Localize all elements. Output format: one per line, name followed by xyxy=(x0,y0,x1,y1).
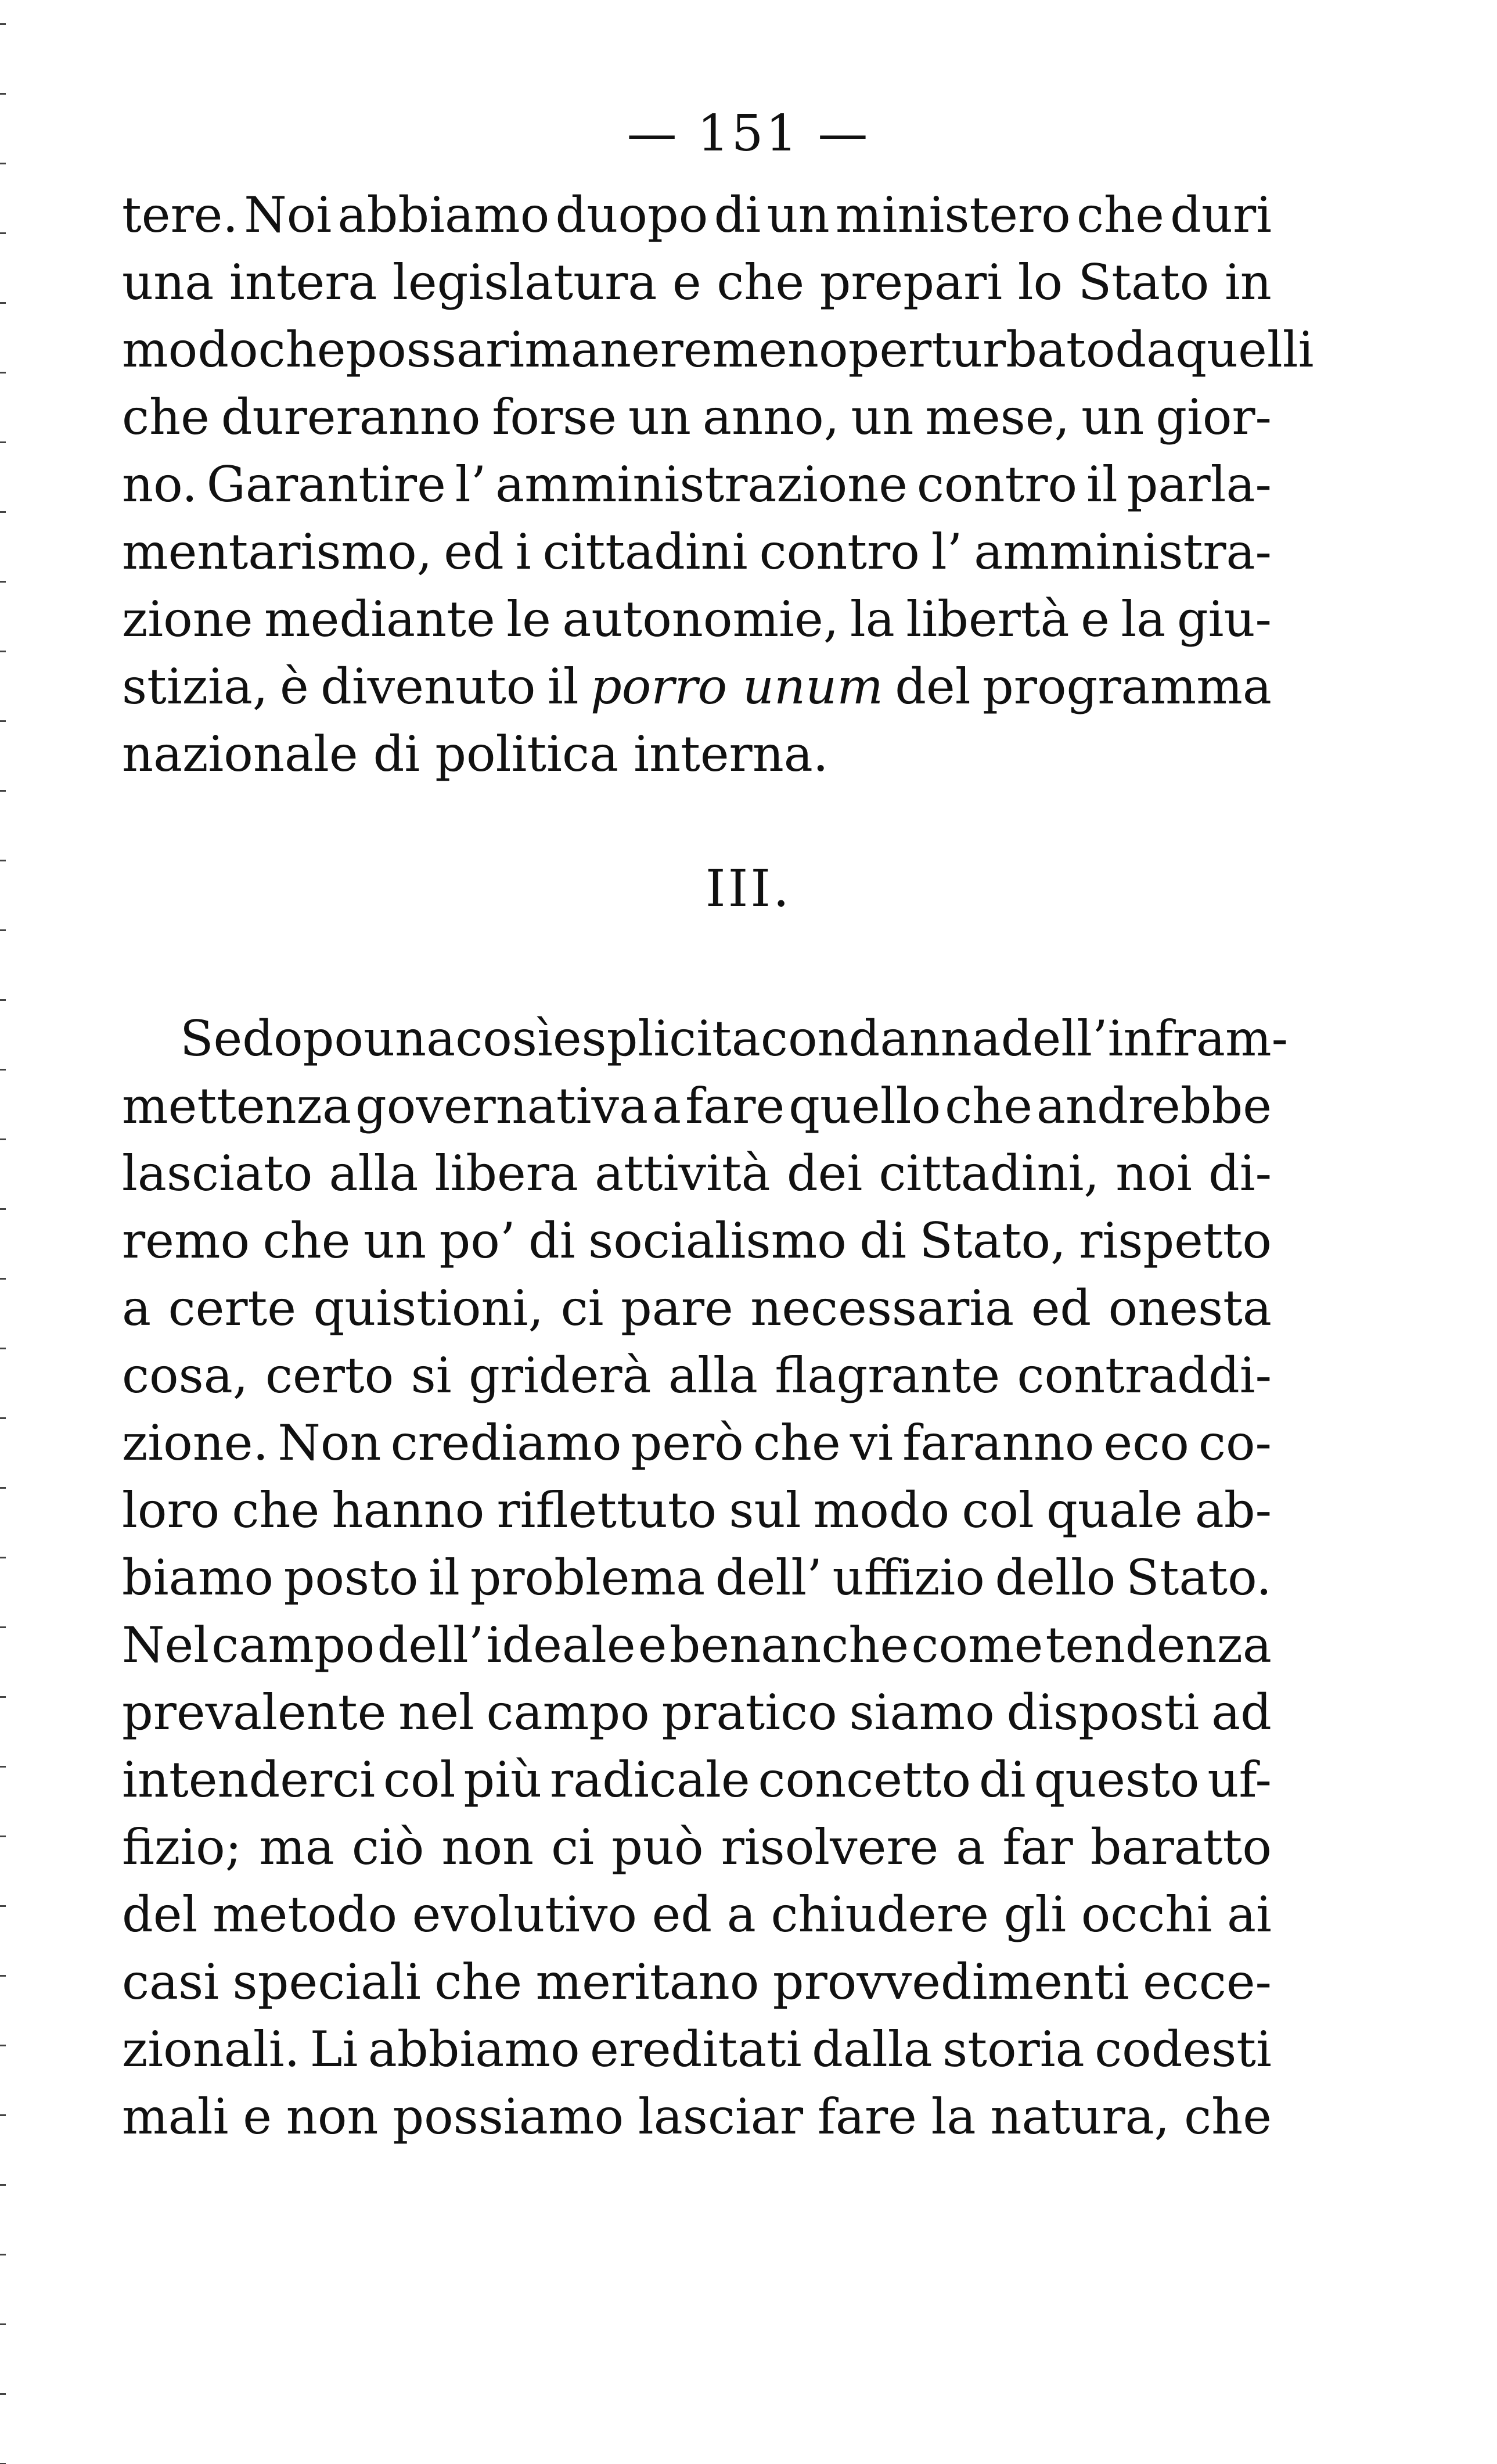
word: gli xyxy=(1003,1886,1067,1943)
word: politica xyxy=(435,725,619,782)
word: pare xyxy=(621,1280,733,1337)
page-number: — 151 — xyxy=(627,105,870,163)
word: autonomie, xyxy=(562,591,839,648)
text-line xyxy=(122,1005,1289,1072)
word: in xyxy=(1224,254,1272,311)
word: modo xyxy=(122,321,258,378)
word: l’ xyxy=(931,523,963,580)
word: come xyxy=(911,1617,1043,1673)
word: meno xyxy=(712,321,848,378)
word: anno, xyxy=(702,389,840,446)
word: modo xyxy=(813,1482,950,1539)
word: libertà xyxy=(906,591,1070,648)
word: sul xyxy=(729,1482,801,1539)
word: una xyxy=(363,1010,456,1067)
word: di- xyxy=(1208,1145,1272,1202)
word: ideale xyxy=(486,1617,636,1673)
word: ed xyxy=(1031,1280,1092,1337)
word: concetto xyxy=(758,1751,971,1808)
word: gior- xyxy=(1156,389,1272,446)
word: abbiamo xyxy=(368,2021,580,2078)
word: posto xyxy=(283,1549,419,1606)
word: divenuto xyxy=(321,658,536,715)
word: ereditati xyxy=(589,2021,802,2078)
word: che xyxy=(717,254,805,311)
word: problema xyxy=(470,1549,706,1606)
word: certo xyxy=(265,1347,394,1404)
word: il xyxy=(429,1549,460,1606)
word: il xyxy=(547,658,579,715)
word: Garantire xyxy=(206,456,446,513)
word: esplicita xyxy=(552,1010,761,1067)
word: griderà xyxy=(469,1347,652,1404)
word: prepari xyxy=(819,254,1003,311)
word: e xyxy=(672,254,701,311)
word: necessaria xyxy=(750,1280,1014,1337)
word: fare xyxy=(817,2088,917,2145)
word: più xyxy=(463,1751,542,1808)
word: Stato, xyxy=(919,1212,1066,1269)
word: abbiamo xyxy=(337,186,550,243)
text-line xyxy=(122,383,1272,451)
word: ed xyxy=(444,523,504,580)
word: Noi xyxy=(244,186,332,243)
word: co- xyxy=(1198,1414,1272,1471)
word: metodo xyxy=(212,1886,398,1943)
word: speciali xyxy=(232,1953,421,2010)
paragraph-1 xyxy=(122,181,1314,788)
word: Li xyxy=(310,2021,358,2078)
word: ab- xyxy=(1194,1482,1272,1539)
word: mentarismo, xyxy=(122,523,433,580)
word: duri xyxy=(1170,186,1272,243)
word: lasciar xyxy=(638,2088,804,2145)
word: contro xyxy=(916,456,1078,513)
word: però xyxy=(631,1414,744,1471)
section-heading: III. xyxy=(705,859,792,918)
word: e xyxy=(638,1617,667,1673)
text-line xyxy=(122,1544,1272,1611)
word: questo xyxy=(1034,1751,1200,1808)
word: uffizio xyxy=(832,1549,985,1606)
word: Nel xyxy=(122,1617,210,1673)
word: di xyxy=(978,1751,1026,1808)
word: col xyxy=(962,1482,1034,1539)
word: che xyxy=(434,1953,523,2010)
word: ad xyxy=(1211,1684,1272,1741)
word: pratico xyxy=(661,1684,837,1741)
word: disposti xyxy=(1006,1684,1200,1741)
word: di xyxy=(373,725,420,782)
word: campo xyxy=(486,1684,650,1741)
word: provvedimenti xyxy=(772,1953,1129,2010)
word: codesti xyxy=(1095,2021,1272,2078)
word: che xyxy=(753,1414,841,1471)
word: alla xyxy=(329,1145,419,1202)
word: evolutivo xyxy=(412,1886,638,1943)
word: che xyxy=(1184,2088,1272,2145)
word: risolvere xyxy=(721,1819,939,1876)
word: dello xyxy=(995,1549,1116,1606)
text-line xyxy=(122,1072,1272,1140)
word: campo xyxy=(211,1617,375,1673)
word: far xyxy=(1002,1819,1073,1876)
text-line xyxy=(122,720,1272,788)
text-line xyxy=(122,249,1272,316)
word: può xyxy=(611,1819,704,1876)
word: quale xyxy=(1046,1482,1183,1539)
word: duopo xyxy=(555,186,708,243)
word: cittadini, xyxy=(879,1145,1100,1202)
word: interna. xyxy=(634,725,829,782)
word: fizio; xyxy=(122,1819,242,1876)
text-line xyxy=(122,1881,1272,1948)
paragraph-2 xyxy=(122,1005,1289,2150)
word: certe xyxy=(168,1280,296,1337)
word: natura, xyxy=(990,2088,1170,2145)
word: da xyxy=(1115,321,1176,378)
word: crediamo xyxy=(390,1414,622,1471)
word: a xyxy=(726,1886,756,1943)
word: perturbato xyxy=(848,321,1115,378)
word: po’ xyxy=(439,1212,516,1269)
word: legislatura xyxy=(393,254,657,311)
word: che xyxy=(122,389,210,446)
word: intenderci xyxy=(122,1751,376,1808)
text-line xyxy=(122,1409,1272,1477)
word: zione xyxy=(122,591,253,648)
word: zione. xyxy=(122,1414,269,1471)
word: cittadini xyxy=(542,523,748,580)
word: hanno xyxy=(332,1482,485,1539)
word: di xyxy=(528,1212,575,1269)
word: amministra- xyxy=(974,523,1272,580)
word: un xyxy=(767,186,830,243)
word: alla xyxy=(668,1347,758,1404)
word: ed xyxy=(652,1886,712,1943)
word: siamo xyxy=(849,1684,995,1741)
word: no. xyxy=(122,456,197,513)
word: onesta xyxy=(1108,1280,1272,1337)
word: dell’ xyxy=(377,1617,484,1673)
word: ecce- xyxy=(1143,1953,1272,2010)
text-line xyxy=(122,1611,1272,1679)
word: intera xyxy=(229,254,377,311)
text-line xyxy=(122,586,1272,653)
word: meritano xyxy=(535,1953,760,2010)
word: flagrante xyxy=(775,1347,1001,1404)
text-line xyxy=(122,181,1272,249)
text-line xyxy=(122,1477,1272,1544)
scan-edge xyxy=(0,0,6,2464)
word: col xyxy=(383,1751,456,1808)
word: e xyxy=(1081,591,1110,648)
word: occhi xyxy=(1081,1886,1212,1943)
word: la xyxy=(1121,591,1166,648)
text-line xyxy=(122,1140,1272,1207)
word: benanche xyxy=(669,1617,909,1673)
word: del xyxy=(895,658,971,715)
word: possiamo xyxy=(393,2088,624,2145)
word: mettenza xyxy=(122,1077,352,1134)
word: la xyxy=(850,591,895,648)
text-line xyxy=(122,1948,1272,2016)
word: di xyxy=(714,186,761,243)
word: riflettuto xyxy=(496,1482,717,1539)
word: Se xyxy=(180,1010,243,1067)
word: ma xyxy=(259,1819,334,1876)
word: ciò xyxy=(351,1819,424,1876)
word: di xyxy=(859,1212,906,1269)
text-line xyxy=(122,1274,1272,1342)
word: mediante xyxy=(264,591,495,648)
word: porro unum xyxy=(591,658,883,715)
text-line xyxy=(122,451,1272,518)
word: quistioni, xyxy=(313,1280,544,1337)
text-line xyxy=(122,518,1272,586)
word: forse xyxy=(492,389,617,446)
word: andrebbe xyxy=(1036,1077,1272,1134)
word: che xyxy=(258,321,346,378)
word: e xyxy=(243,2088,272,2145)
text-line xyxy=(122,1679,1272,1746)
word: noi xyxy=(1115,1145,1192,1202)
word: dureranno xyxy=(221,389,481,446)
word: un xyxy=(363,1212,427,1269)
word: non xyxy=(286,2088,379,2145)
text-line xyxy=(122,1813,1272,1881)
word: del xyxy=(122,1886,198,1943)
word: faranno xyxy=(902,1414,1095,1471)
word: parla- xyxy=(1127,456,1272,513)
word: programma xyxy=(983,658,1272,715)
word: loro xyxy=(122,1482,220,1539)
word: le xyxy=(506,591,551,648)
text-line xyxy=(122,316,1314,383)
word: ministero xyxy=(835,186,1071,243)
text-line xyxy=(122,1746,1272,1813)
word: non xyxy=(441,1819,534,1876)
word: eco xyxy=(1103,1414,1189,1471)
text-line xyxy=(122,653,1272,720)
word: quello xyxy=(789,1077,941,1134)
word: contraddi- xyxy=(1017,1347,1272,1404)
word: dopo xyxy=(242,1010,364,1067)
word: giu- xyxy=(1176,591,1272,648)
word: fare xyxy=(685,1077,785,1134)
word: libera xyxy=(434,1145,578,1202)
word: una xyxy=(122,254,214,311)
word: la xyxy=(931,2088,976,2145)
word: socialismo xyxy=(588,1212,847,1269)
word: ci xyxy=(560,1280,604,1337)
word: zionali. xyxy=(122,2021,300,2078)
text-line xyxy=(122,1207,1272,1274)
word: mese, xyxy=(925,389,1070,446)
word: lo xyxy=(1017,254,1063,311)
word: Non xyxy=(278,1414,382,1471)
word: chiudere xyxy=(771,1886,989,1943)
word: cosa, xyxy=(122,1347,249,1404)
word: il xyxy=(1086,456,1118,513)
word: ci xyxy=(551,1819,595,1876)
word: lasciato xyxy=(122,1145,313,1202)
word: tendenza xyxy=(1045,1617,1272,1673)
word: Stato. xyxy=(1126,1549,1272,1606)
word: rimanere xyxy=(485,321,712,378)
word: dell’infram- xyxy=(1001,1010,1289,1067)
word: così xyxy=(455,1010,553,1067)
word: Stato xyxy=(1078,254,1210,311)
word: vi xyxy=(850,1414,894,1471)
word: dalla xyxy=(812,2021,933,2078)
word: rispetto xyxy=(1079,1212,1272,1269)
word: nazionale xyxy=(122,725,358,782)
word: si xyxy=(411,1347,452,1404)
word: che xyxy=(1076,186,1164,243)
word: un xyxy=(851,389,914,446)
word: a xyxy=(956,1819,985,1876)
word: dei xyxy=(786,1145,863,1202)
word: quelli xyxy=(1175,321,1314,378)
text-line xyxy=(122,2016,1272,2083)
word: un xyxy=(628,389,692,446)
word: che xyxy=(945,1077,1032,1134)
word: prevalente xyxy=(122,1684,387,1741)
word: tere. xyxy=(122,186,239,243)
word: possa xyxy=(346,321,486,378)
text-line xyxy=(122,1342,1272,1409)
word: a xyxy=(652,1077,682,1134)
word: un xyxy=(1081,389,1145,446)
word: nel xyxy=(398,1684,474,1741)
word: che xyxy=(232,1482,320,1539)
word: contro xyxy=(759,523,920,580)
word: uf- xyxy=(1207,1751,1272,1808)
word: i xyxy=(515,523,531,580)
word: remo xyxy=(122,1212,250,1269)
word: l’ xyxy=(455,456,487,513)
word: amministrazione xyxy=(495,456,908,513)
word: a xyxy=(122,1280,152,1337)
word: stizia, xyxy=(122,658,268,715)
text-line xyxy=(122,2083,1272,2150)
word: baratto xyxy=(1090,1819,1272,1876)
word: storia xyxy=(942,2021,1085,2078)
word: è xyxy=(280,658,309,715)
word: ai xyxy=(1226,1886,1272,1943)
word: dell’ xyxy=(715,1549,822,1606)
word: governativa xyxy=(355,1077,649,1134)
word: condanna xyxy=(760,1010,1001,1067)
word: casi xyxy=(122,1953,219,2010)
word: radicale xyxy=(549,1751,750,1808)
word: attività xyxy=(595,1145,771,1202)
word: mali xyxy=(122,2088,229,2145)
word: biamo xyxy=(122,1549,274,1606)
word: che xyxy=(262,1212,351,1269)
